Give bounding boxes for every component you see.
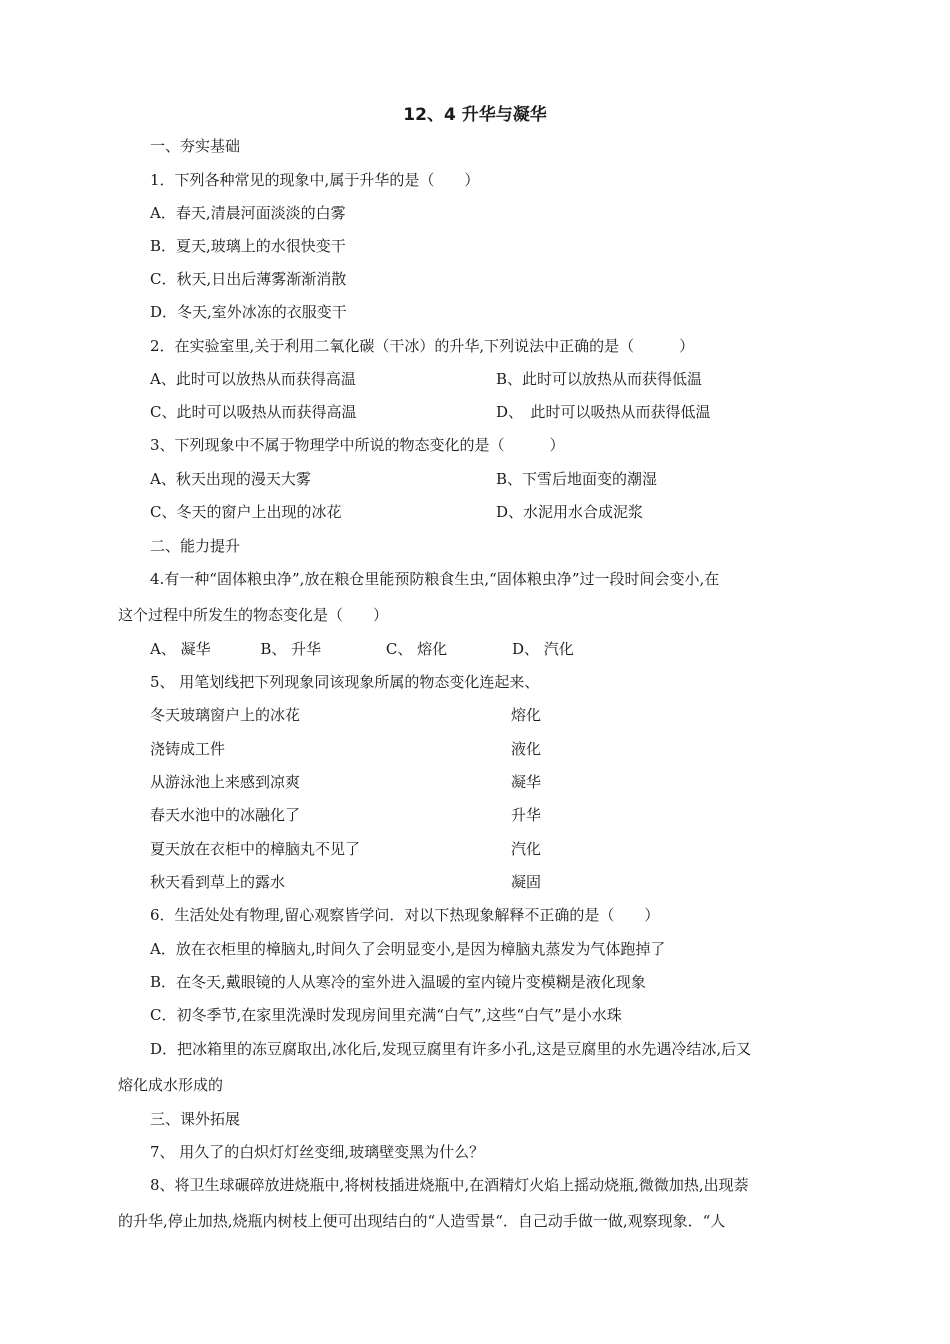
question-2-option-b: B、此时可以放热从而获得低温 [496, 370, 703, 388]
question-3-option-b: B、下雪后地面变的潮湿 [496, 470, 658, 488]
question-8-stem-cont: 的升华,停止加热,烧瓶内树枝上便可出现结白的“人造雪景“．自己动手做一做,观察现象．“人 [118, 1212, 726, 1230]
page-title: 12、4 升华与凝华 [403, 105, 547, 125]
section-heading: 一、夯实基础 [150, 137, 241, 155]
question-6-option-d-cont: 熔化成水形成的 [118, 1076, 224, 1094]
question-2-option-d: D、 此时可以吸热从而获得低温 [496, 403, 711, 421]
question-4-stem: 4.有一种“固体粮虫净”,放在粮仓里能预防粮食生虫,“固体粮虫净”过一段时间会变小,在 [150, 570, 720, 588]
question-2-stem: 2．在实验室里,关于利用二氧化碳（干冰）的升华,下列说法中正确的是（ ） [150, 337, 695, 355]
match-phenomenon: 夏天放在衣柜中的樟脑丸不见了 [150, 840, 361, 858]
question-1-option-c: C．秋天,日出后薄雾渐渐消散 [150, 270, 347, 288]
match-change: 熔化 [511, 706, 542, 724]
question-7-stem: 7、 用久了的白炽灯灯丝变细,玻璃壁变黑为什么？ [150, 1143, 485, 1161]
question-4-options: A、 凝华 B、 升华 C、 熔化 D、 汽化 [150, 640, 574, 658]
question-6-option-c: C．初冬季节,在家里洗澡时发现房间里充满“白气”,这些“白气”是小水珠 [150, 1006, 622, 1024]
match-phenomenon: 冬天玻璃窗户上的冰花 [150, 706, 301, 724]
question-6-option-a: A．放在衣柜里的樟脑丸,时间久了会明显变小,是因为樟脑丸蒸发为气体跑掉了 [150, 940, 666, 958]
question-6-stem: 6．生活处处有物理,留心观察皆学问．对以下热现象解释不正确的是（ ） [150, 906, 660, 924]
question-6-option-b: B．在冬天,戴眼镜的人从寒冷的室外进入温暖的室内镜片变模糊是液化现象 [150, 973, 646, 991]
question-3-option-c: C、冬天的窗户上出现的冰花 [150, 503, 342, 521]
section-heading: 三、课外拓展 [150, 1110, 241, 1128]
match-change: 升华 [511, 806, 542, 824]
question-2-option-c: C、此时可以吸热从而获得高温 [150, 403, 357, 421]
question-2-option-a: A、此时可以放热从而获得高温 [150, 370, 356, 388]
question-1-option-b: B．夏天,玻璃上的水很快变干 [150, 237, 346, 255]
match-change: 凝固 [511, 873, 542, 891]
match-phenomenon: 春天水池中的冰融化了 [150, 806, 301, 824]
match-change: 凝华 [511, 773, 542, 791]
question-5-stem: 5、 用笔划线把下列现象同该现象所属的物态变化连起来、 [150, 673, 540, 691]
match-phenomenon: 浇铸成工件 [150, 740, 226, 758]
question-6-option-d: D．把冰箱里的冻豆腐取出,冰化后,发现豆腐里有许多小孔,这是豆腐里的水先遇冷结冰,后又 [150, 1040, 752, 1058]
section-heading: 二、能力提升 [150, 537, 241, 555]
question-1-option-d: D．冬天,室外冰冻的衣服变干 [150, 303, 347, 321]
question-8-stem: 8、将卫生球碾碎放进烧瓶中,将树枝插进烧瓶中,在酒精灯火焰上摇动烧瓶,微微加热,出现萘 [150, 1176, 749, 1194]
question-3-stem: 3、下列现象中不属于物理学中所说的物态变化的是（ ） [150, 436, 565, 454]
match-change: 液化 [511, 740, 542, 758]
question-1-option-a: A．春天,清晨河面淡淡的白雾 [150, 204, 346, 222]
question-3-option-a: A、秋天出现的漫天大雾 [150, 470, 311, 488]
question-4-stem-cont: 这个过程中所发生的物态变化是（ ） [118, 606, 389, 624]
question-1-stem: 1．下列各种常见的现象中,属于升华的是（ ） [150, 171, 480, 189]
match-phenomenon: 从游泳池上来感到凉爽 [150, 773, 301, 791]
match-phenomenon: 秋天看到草上的露水 [150, 873, 286, 891]
match-change: 汽化 [511, 840, 542, 858]
question-3-option-d: D、水泥用水合成泥浆 [496, 503, 644, 521]
